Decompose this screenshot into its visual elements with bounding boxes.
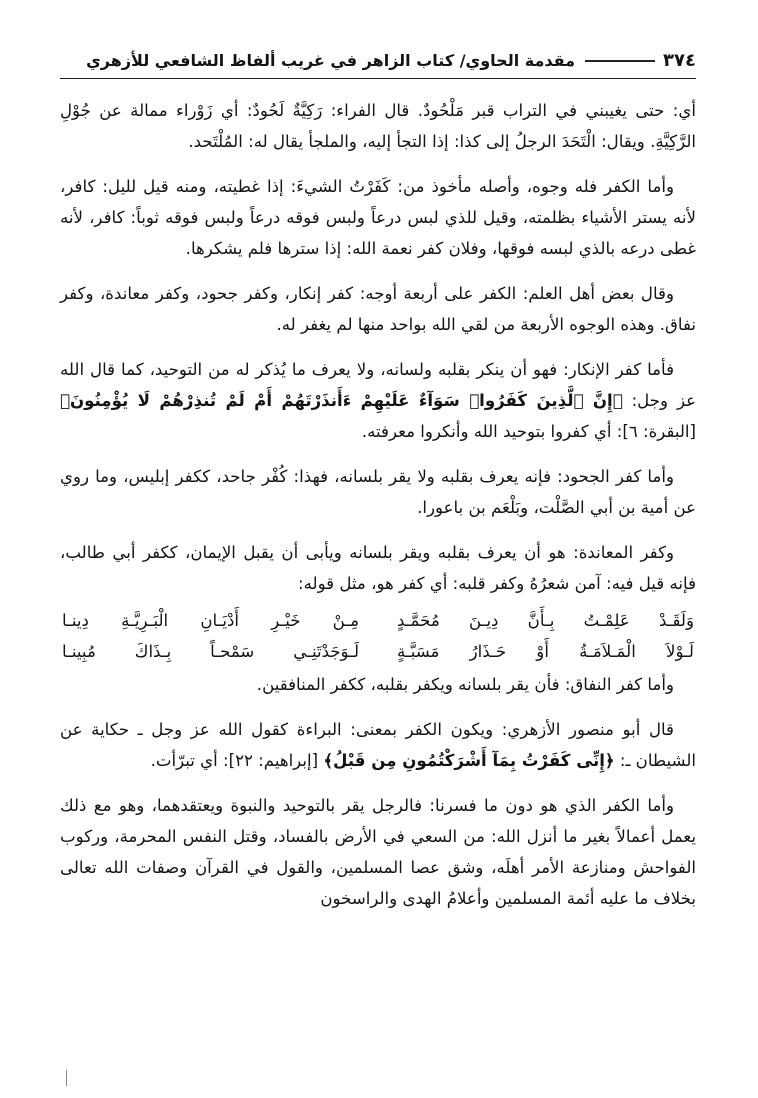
quran-quote: ﴿إِنَّ ٱلَّذِينَ كَفَرُوا۟ سَوَآءٌ عَلَيْهِمْ ءَأَنذَرْتَهُمْ أَمْ لَمْ تُنذِرْهُمْ لَا يُؤْمِنُونَ﴾ [60,391,623,410]
verse-second-hemistich: مِـنْ خَيْـرِ أَدْيَـانِ الْبَـرِيَّـةِ دِينـا [62,611,360,630]
header-rule [585,60,655,62]
paragraph [60,354,696,447]
paragraph: وأما الكفر الذي هو دون ما فسرنا: فالرجل يقر بالتوحيد والنبوة ويعتقدهما، وهو مع ذلك يعمل أعمالاً بغير ما أنزل الله: من السعي في الأرض بالفساد، وقتل النفس المحرمة، وركوب الفواحش ومنازعة الأمر أهلَه، وشق عصا المسلمين، والقول في القرآن وصفات الله تعالى بخلاف ما عليه أئمة المسلمين وأعلامُ الهدى والراسخون [60,796,696,908]
paragraph: وقال بعض أهل العلم: الكفر على أربعة أوجه: كفر إنكار، وكفر جحود، وكفر معاندة، وكفر نفاق. وهذه الوجوه الأربعة من لقي الله بواحد منها لم يغفر له. [60,284,696,334]
margin-mark [66,1070,67,1086]
running-title: مقدمة الحاوي/ كتاب الزاهر في غريب ألفاظ الشافعي للأزهري [86,51,576,70]
verse-first-hemistich: وَلَقَـدْ عَلِمْـتُ بِـأَنَّ دِيـنَ مُحَمَّـدٍ [396,611,694,630]
page-number: ٣٧٤ [663,50,696,71]
running-header [60,44,696,79]
body-text [60,95,696,914]
paragraph-text: [البقرة: ٦]: أي كفروا بتوحيد الله وأنكروا معرفته. [361,422,696,441]
paragraph: وأما الكفر فله وجوه، وأصله مأخوذ من: كَفَرْتُ الشيءَ: إذا غطيته، ومنه قيل لليل: كافر، لأنه يستر الأشياء بظلمته، وقيل للذي لبس درعاً ولبس فوقه درعاً ولبس فوقه ثوباً: كافر، لأنه غطى درعه بالذي لبسه فوقها، وفلان كفر نعمة الله: إذا سترها فلم يشكرها. [60,177,696,258]
verse-first-hemistich: لَـوْلاَ الْمَـلاَمَـةُ أَوْ حَـذَارُ مَسَبَّـةٍ [396,642,694,661]
paragraph-text: قال أبو منصور الأزهري: ويكون الكفر بمعنى: البراءة كقول الله عز وجل ـ حكاية عن الشيطان ـ: [60,720,696,770]
poem-verse [60,636,696,667]
paragraph-text: [إبراهيم: ٢٢]: أي تبرّأت. [150,751,324,770]
poem [60,605,696,667]
paragraph: أي: حتى يغيبني في التراب قبر مَلْحُودٌ. قال الفراء: رَكِيَّةٌ لَحُودٌ: أي زَوْراء ممالة عن جُوْلِ الرَّكِيَّةِ. ويقال: الْتَحَدَ الرجلُ إلى كذا: إذا التجأ إليه، والملجأ يقال له: المُلْتَحد. [60,101,696,151]
paragraph-text: فأما كفر الإنكار: فهو أن ينكر بقلبه ولسانه، ولا يعرف ما يُذكر له من التوحيد، كما قال الله عز وجل: [60,360,697,410]
paragraph: وأما كفر النفاق: فأن يقر بلسانه ويكفر بقلبه، ككفر المنافقين. [256,675,674,694]
verse-second-hemistich: لَـوَجَدْتَنِـي سَمْحـاً بِـذَاكَ مُبِينـا [62,642,360,661]
quran-quote: ﴿إِنِّى كَفَرْتُ بِمَآ أَشْرَكْتُمُونِ مِن قَبْلُ﴾ [323,751,615,770]
paragraph: وأما كفر الجحود: فإنه يعرف بقلبه ولا يقر بلسانه، فهذا: كُفْر جاحد، ككفر إبليس، وما روي عن أمية بن أبي الصَّلْت، وبَلْعَم بن باعورا. [60,467,696,517]
paragraph [60,714,696,776]
paragraph: وكفر المعاندة: هو أن يعرف بقلبه ويقر بلسانه ويأبى أن يقبل الإيمان، ككفر أبي طالب، فإنه قيل فيه: آمن شعرُهُ وكفر قلبه: أي كفر هو، مثل قوله: [60,543,696,593]
poem-verse [60,605,696,636]
